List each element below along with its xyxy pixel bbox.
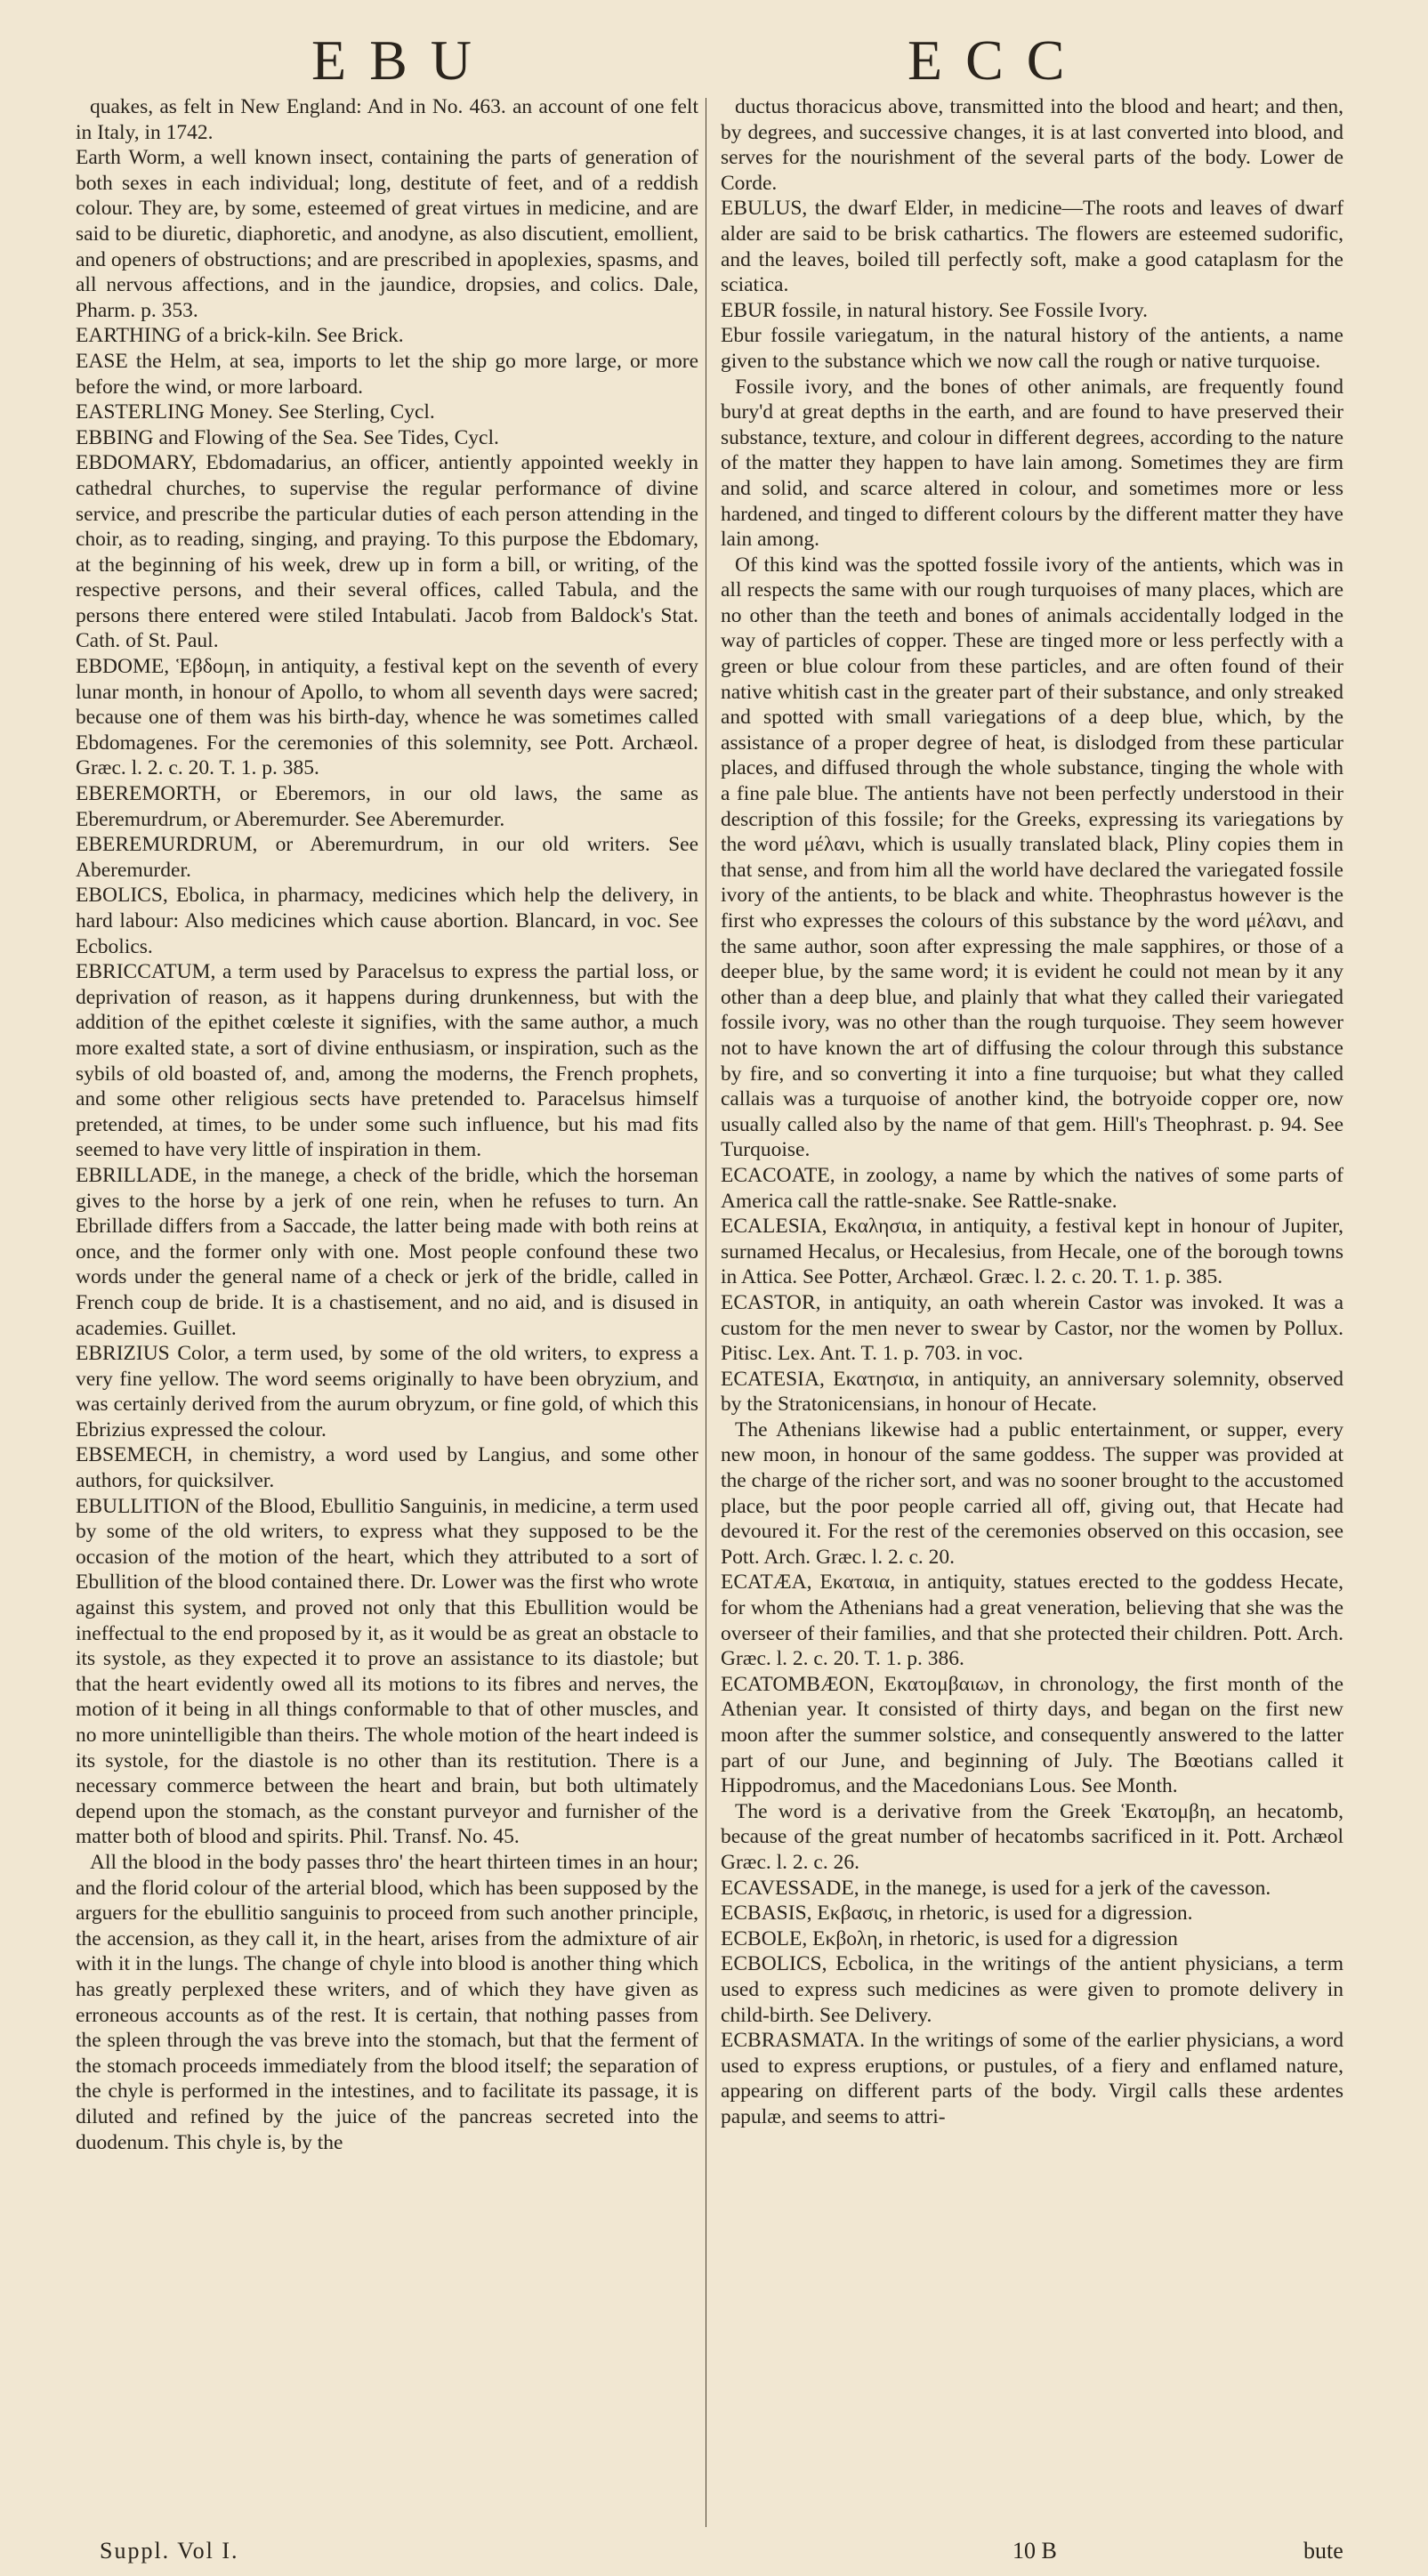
entry-body: in antiquity, a festival kept on the seventh of every lunar month, in honour of Apollo, to whom all seventh days were sacred; because one of them was his birth-day, whence he was sometimes called Ebdomagenes. For the ceremonies of this solemnity, see Pott. Archæol. Græc. l. 2. c. 20. T. 1. p. 385. (76, 655, 699, 780)
entry-headword: ECASTOR, (721, 1290, 821, 1314)
entry-body: a term used by Paracelsus to express the partial loss, or deprivation of reason, as it happens during drunkenness, but with the addition of the epithet cœleste it signifies, with the same author, a much more exalted state, a sort of divine enthusiasm, or inspiration, such as the sybils of old boasted of, and, among the moderns, the French prophets, and some other religious sects have pretended to. Paracelsus himself pretended, at times, to be under some such influence, but his mad fits seemed to have very little of inspiration in them. (76, 960, 698, 1162)
entry-headword: ECATOMBÆON, Εκατομβαιων, (721, 1672, 1004, 1696)
entry-headword: ECBRASMATA. (721, 2029, 865, 2053)
dictionary-entry (76, 1341, 698, 1442)
entry-body: See Sterling, Cycl. (278, 400, 435, 424)
dictionary-entry (76, 1163, 698, 1341)
entry-headword: EBBING and Flowing of the Sea. (76, 425, 359, 449)
entry-body: in antiquity, an anniversary solemnity, observed by the Stratonicensians, in honour of Hecate. (721, 1367, 1343, 1417)
entry-headword: ECBOLICS, Ecbolica, (721, 1952, 915, 1976)
entry-body: in the writings of the antient physicians, a term used to express such medicines as were given to promote delivery in child-birth. See Delivery. (721, 1952, 1343, 2027)
signature-mark: Suppl. Vol I. (100, 2538, 239, 2564)
entry-headword: EASTERLING Money. (76, 400, 273, 424)
right-column (721, 94, 1343, 2130)
dictionary-entry (76, 832, 698, 883)
entry-headword: EBDOMARY, Ebdomadarius, (76, 451, 332, 475)
entry-headword: EBRICCATUM, (76, 960, 216, 984)
entry-body: in zoology, a name by which the natives of some parts of America call the rattle-snake. See Rattle-snake. (721, 1163, 1344, 1213)
dictionary-entry (76, 781, 698, 832)
dictionary-entry (721, 1672, 1343, 1799)
dictionary-entry (76, 959, 698, 1163)
header-right: ECC (908, 28, 1088, 92)
dictionary-entry (76, 349, 698, 400)
entry-body: in the natural history of the antients, a name given to the substance which we now call the rough or native turquoise. (721, 324, 1343, 373)
dictionary-entry (76, 1442, 698, 1493)
left-column (76, 94, 698, 2155)
dictionary-entry (76, 450, 698, 654)
entry-body: In the writings of some of the earlier physicians, a word used to express eruptions, or pustules, of a fiery and enflamed nature, appearing on different parts of the body. Virgil calls these ardentes papulæ, and seems to attri- (721, 2029, 1344, 2128)
entry-headword: EBRILLADE, (76, 1163, 198, 1187)
entry-body: in antiquity, statues erected to the goddess Hecate, for whom the Athenians had a great veneration, believing that she was the overseer of their families, and that she protected their children. Pott. Arch. Græc. l. 2. c. 20. T. 1. p. 386. (721, 1571, 1343, 1671)
dictionary-entry (721, 1951, 1343, 2028)
entry-headword: ECBOLE, Εκβολη, (721, 1926, 883, 1950)
entry-body: See Tides, Cycl. (363, 425, 499, 449)
entry-body: in medicine—The roots and leaves of dwarf alder are said to be brisk cathartics. The flowers are esteemed sudorific, and the leaves, boiled till perfectly soft, make a good cataplasm for the sciatica. (721, 197, 1344, 297)
entry-paragraph: Fossile ivory, and the bones of other animals, are frequently found bury'd at great depths in the earth, and are found to have preserved their substance, texture, and colour in different degrees, according to the nature of the matter they happen to have lain among. Sometimes they are firm and solid, and scarce altered in colour, and sometimes more or less hardened, and tinged to different colours by the different matter they have lain among. (721, 375, 1343, 552)
entry-paragraph: The Athenians likewise had a public entertainment, or supper, every new moon, in honour of the same goddess. The supper was provided at the charge of the richer sort, and was no sooner brought to the accustomed place, but the poor people carried all off, giving out, that Hecate had devoured it. For the rest of the ceremonies observed on this occasion, see Pott. Arch. Græc. l. 2. c. 20. (721, 1417, 1343, 1569)
entry-body: in antiquity, a festival kept in honour of Jupiter, surnamed Hecalus, or Hecalesius, from Hecale, one of the borough towns in Attica. See Potter, Archæol. Græc. l. 2. c. 20. T. 1. p. 385. (721, 1215, 1343, 1289)
entry-headword: EBDOME, Ἑβδομη, (76, 655, 251, 679)
dictionary-entry (76, 1494, 698, 1850)
entry-paragraph: All the blood in the body passes thro' the heart thirteen times in an hour; and the florid colour of the arterial blood, which has been supposed by the arguers for the ebullitio sanguinis to proceed from such another principle, the accension, as they call it, in the heart, arises from the admixture of air with it in the lungs. The change of chyle into blood is another thing which has greatly perplexed these writers, and of which they have given as erroneous accounts as of the rest. It is certain, that nothing passes from the spleen through the vas breve into the stomach, but that the ferment of the stomach proceeds immediately from the blood itself; the separation of the chyle is performed in the intestines, and to facilitate its passage, it is diluted and refined by the juice of the pancreas secreted into the duodenum. This chyle is, by the (76, 1850, 698, 2154)
entry-body: in rhetoric, is used for a digression. (897, 1902, 1193, 1926)
dictionary-entry (721, 1876, 1343, 1902)
dictionary-entry (721, 196, 1343, 297)
dictionary-entry (76, 323, 698, 349)
entry-body: in our old writers. See Aberemurder. (76, 833, 698, 882)
dictionary-entry (721, 1570, 1343, 1671)
entry-headword: EBEREMURDRUM, or Aberemurdrum, (76, 833, 444, 857)
entry-headword: Earth Worm, (76, 146, 186, 170)
dictionary-entry (721, 1290, 1343, 1367)
entry-paragraph: The word is a derivative from the Greek Ἑκατομβη, an hecatomb, because of the great number of hecatombs sacrificed in it. Pott. Archæol Græc. l. 2. c. 26. (721, 1799, 1343, 1874)
entry-headword: ECALESIA, Εκαλησια, (721, 1215, 923, 1239)
entry-headword: EBOLICS, Ebolica, (76, 884, 246, 908)
entry-headword: ECATÆA, Εκαταια, (721, 1571, 896, 1595)
entry-body: a term used, by some of the old writers, to express a very fine yellow. The word seems originally to have been obryzium, and was certainly derived from the aurum obryzum, or fine gold, of which this Ebrizius expressed the colour. (76, 1342, 699, 1441)
entry-headword: EBULUS, the dwarf Elder, (721, 197, 955, 221)
entry-paragraph: ductus thoracicus above, transmitted into the blood and heart; and then, by degrees, and successive changes, it is at last converted into blood, and serves for the nourishment of the several parts of the body. Lower de Corde. (721, 95, 1343, 195)
dictionary-entry (76, 425, 698, 451)
dictionary-entry (721, 1926, 1343, 1952)
entry-body: in chronology, the first month of the Athenian year. It consisted of thirty days, and began on the first new moon after the summer solstice, and consequently answered to the latter part of our June, and beginning of July. The Bœotians called it Hippodromus, and the Macedonians Lous. See Month. (721, 1672, 1344, 1798)
page-mark: 10 B (1013, 2538, 1057, 2564)
entry-body: in rhetoric, is used for a digression (888, 1926, 1178, 1950)
entry-headword: EBEREMORTH, or Eberemors, (76, 782, 371, 806)
entry-headword: EASE the Helm, (76, 349, 222, 373)
entry-body: in medicine, a term used by some of the old writers, to express what they supposed to be the occasion of the motion of the heart, which they attributed to a sort of Ebullition of the blood contained there. Dr. Lower was the first who wrote against this system, and proved not only that this Ebullition would be ineffectual to the end proposed by it, as it would be as great an obstacle to its systole, as they expected it to prove an assistance to its diastole; but that the heart evidently owed all its motions to its fibres and nerves, the motion of it being in all things conformable to that of other muscles, and no more unintelligible than theirs. The whole motion of the heart indeed is its systole, for the diastole is no other than its restitution. There is a necessary commerce between the heart and brain, but both ultimately depend upon the stomach, as the constant purveyor and furnisher of the matter both of blood and spirits. Phil. Transf. No. 45. (76, 1494, 698, 1849)
entry-body: in the manege, is used for a jerk of the cavesson. (864, 1876, 1271, 1900)
entry-body: at sea, imports to let the ship go more large, or more before the wind, or more larboard. (76, 349, 698, 399)
entry-body: an officer, antiently appointed weekly in cathedral churches, to supervise the regular performance of divine service, and prescribe the particular duties of each person attending in the choir, as to reading, singing, and praying. To this purpose the Ebdomary, at the beginning of his week, drew up in form a bill, or writing, of the respective persons, and their several offices, called Tabula, and the persons there entered were stiled Intabulati. Jacob from Baldock's Stat. Cath. of St. Paul. (76, 451, 699, 653)
entry-headword: ECACOATE, (721, 1163, 835, 1187)
entry-paragraph: Of this kind was the spotted fossile ivory of the antients, which was in all respects the same with our rough turquoises of many places, which are no other than the teeth and bones of animals accidentally lodged in the way of particles of copper. These are tinged more or less perfectly with a green or blue colour from these particles, and are often found of their native whitish cast in the greater part of their substance, and only streaked and spotted with small variegations of a deep blue, which, by the assistance of a proper degree of heat, is dislodged from these particular places, and diffused through the whole substance, tinging the whole with a fine pale blue. The antients have not been perfectly understood in their description of this fossile; for the Greeks, expressing its variegations by the word μέλανι, which is usually translated black, Pliny copies them in that sense, and from him all the world have declared the variegated fossile ivory of the antients, to be black and white. Theophrastus however is the first who expresses the colours of this substance by the word μέλανι, and the same author, soon after expressing the male sapphires, or those of a deeper blue, by the same word; it is evident he could not mean by it any other than a deep blue, and plainly that what they called their variegated fossile ivory, was no other than the rough turquoise. They seem however not to have known the art of diffusing the colour through this substance by fire, and so converting it into a fine turquoise; but what they called callais was a turquoise of another kind, the botryoide copper ore, now usually called also by the name of that gem. Hill's Theophrast. p. 94. See Turquoise. (721, 553, 1343, 1162)
header-left: EBU (311, 28, 495, 92)
entry-body: in antiquity, an oath wherein Castor was invoked. It was a custom for the men never to swear by Castor, nor the women by Pollux. Pitisc. Lex. Ant. T. 1. p. 703. in voc. (721, 1290, 1344, 1366)
dictionary-entry (721, 1901, 1343, 1926)
entry-headword: EBSEMECH, (76, 1443, 193, 1467)
entry-headword: Ebur fossile variegatum, (721, 324, 934, 348)
entry-body: in chemistry, a word used by Langius, and some other authors, for quicksilver. (76, 1443, 698, 1493)
dictionary-entry (721, 2028, 1343, 2129)
entry-paragraph: quakes, as felt in New England: And in No. 463. an account of one felt in Italy, in 1742. (76, 95, 698, 144)
entry-headword: ECBASIS, Εκβασις, (721, 1902, 893, 1926)
dictionary-entry (721, 1214, 1343, 1290)
entry-body: in our old laws, the same as Eberemurdrum, or Aberemurder. See Aberemurder. (76, 782, 698, 831)
entry-body: in pharmacy, medicines which help the delivery, in hard labour: Also medicines which cause abortion. Blancard, in voc. See Ecbolics. (76, 884, 699, 958)
running-header (0, 25, 1428, 96)
catchword: bute (1303, 2538, 1343, 2564)
dictionary-entry (721, 1367, 1343, 1417)
dictionary-entry (76, 883, 698, 959)
entry-headword: EBRIZIUS Color, (76, 1342, 230, 1366)
dictionary-entry (76, 145, 698, 323)
entry-body: in the manege, a check of the bridle, which the horseman gives to the horse by a jerk of one rein, when he refuses to turn. An Ebrillade differs from a Saccade, the latter being made with both reins at once, and the former only with one. Most people confound these two words under the general name of a check or jerk of the bridle, called in French coup de bride. It is a chastisement, and no aid, and is disused in academies. Guillet. (76, 1163, 698, 1340)
entry-headword: EBUR fossile, (721, 298, 842, 322)
entry-headword: ECATESIA, Εκατησια, (721, 1367, 920, 1391)
dictionary-entry (76, 654, 698, 781)
entry-body: of a brick-kiln. See Brick. (186, 324, 404, 348)
dictionary-entry (721, 298, 1343, 324)
entry-headword: EBULLITION of the Blood, Ebullitio Sanguinis, (76, 1494, 488, 1518)
entry-body: a well known insect, containing the parts of generation of both sexes in each individual; long, destitute of feet, and of a reddish colour. They are, by some, esteemed of great virtues in medicine, and are said to be diuretic, diaphoretic, and anodyne, as also discutient, emollient, and openers of obstructions; and are prescribed in apoplexies, spasms, and all nervous affections, and in the jaundice, dropsies, and colics. Dale, Pharm. p. 353. (76, 146, 698, 322)
dictionary-entry (721, 1163, 1343, 1214)
entry-headword: ECAVESSADE, (721, 1876, 859, 1900)
entry-body: in natural history. See Fossile Ivory. (846, 298, 1148, 322)
entry-headword: EARTHING (76, 324, 182, 348)
dictionary-entry (76, 400, 698, 425)
dictionary-entry (721, 323, 1343, 374)
